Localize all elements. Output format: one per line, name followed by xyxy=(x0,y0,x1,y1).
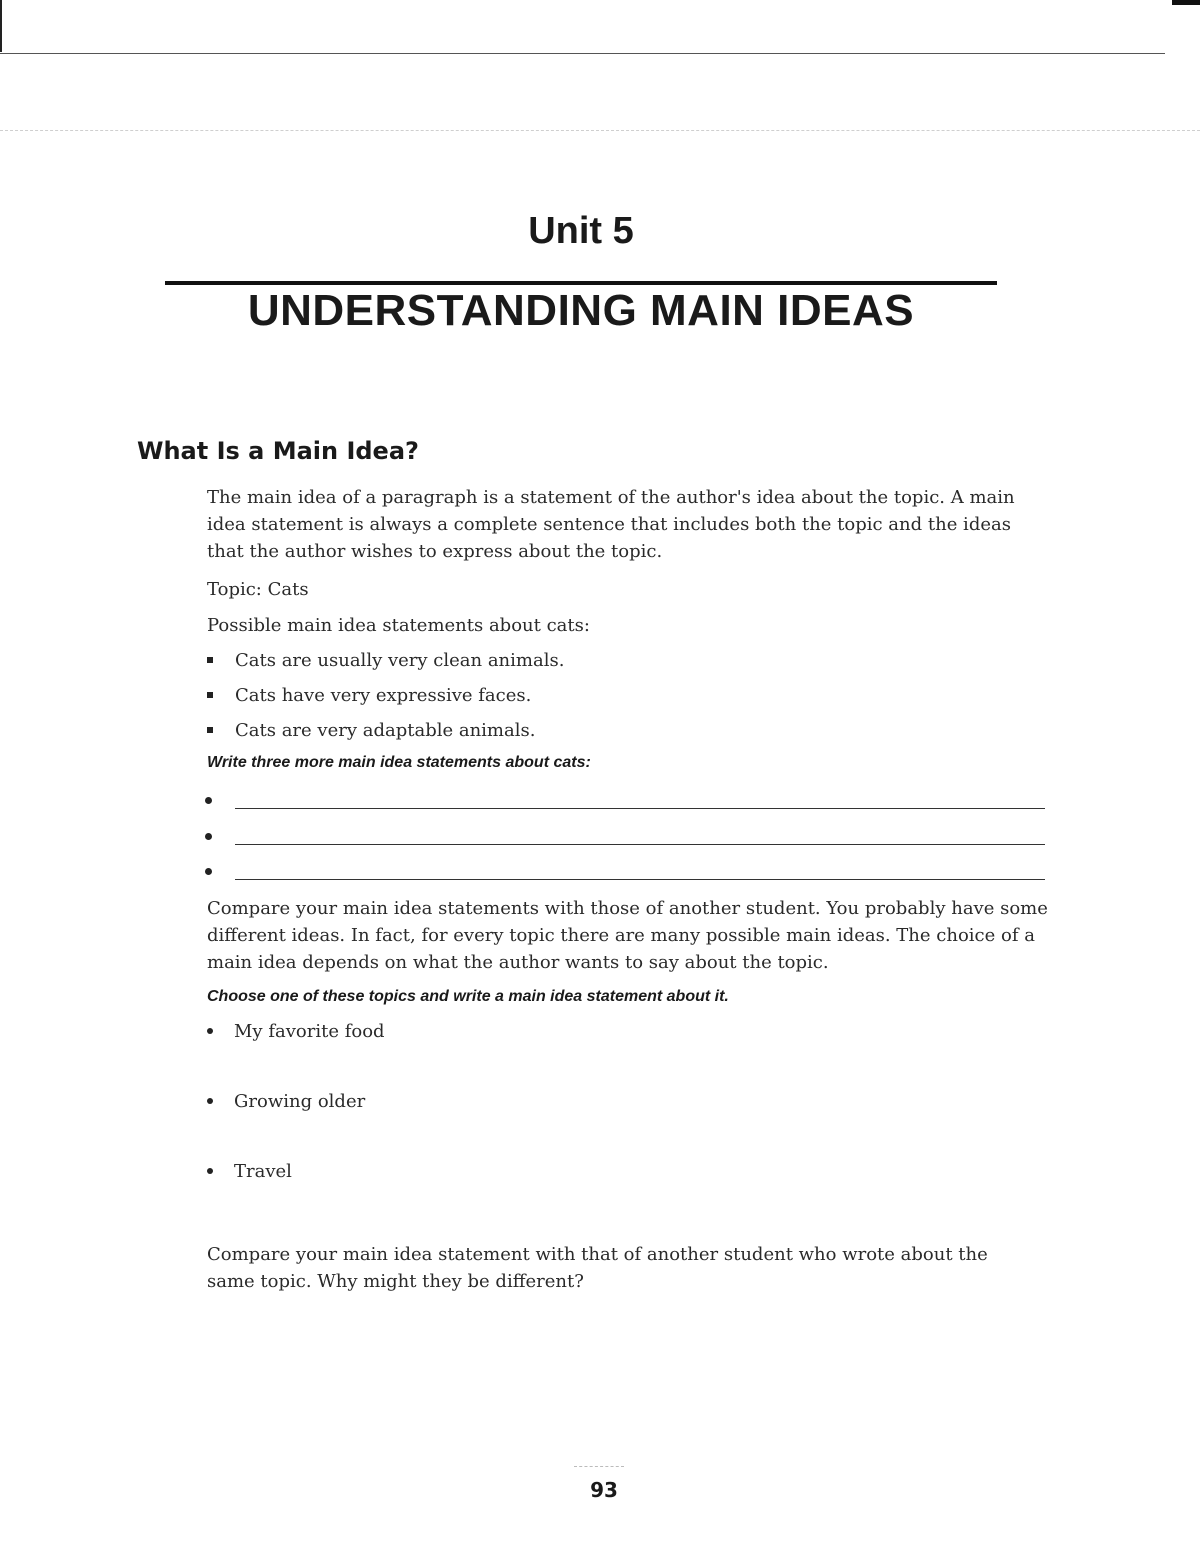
scan-artifact-line xyxy=(0,53,1165,54)
exercise-instruction: Choose one of these topics and write a main idea statement about it. xyxy=(207,988,729,1005)
list-item-text: Travel xyxy=(234,1161,292,1182)
square-bullet-icon xyxy=(207,657,213,663)
list-item-text: Cats have very expressive faces. xyxy=(235,685,532,706)
intro-paragraph: The main idea of a paragraph is a statement of the author's idea about the topic. A main idea statement is always a complete sentence that includes both the topic and the ideas that the author wishes to express about the topic. xyxy=(207,487,1015,562)
bullet-icon xyxy=(205,797,212,804)
page-number-rule xyxy=(574,1466,624,1467)
list-item xyxy=(207,647,564,682)
title-divider xyxy=(165,281,997,285)
exercise-instruction: Write three more main idea statements about cats: xyxy=(207,754,591,771)
bullet-icon xyxy=(205,868,212,875)
bullet-icon xyxy=(207,1028,213,1034)
scan-artifact-corner xyxy=(1172,0,1200,5)
section-heading: What Is a Main Idea? xyxy=(137,437,419,465)
page-number: 93 xyxy=(590,1478,618,1502)
chapter-title: UNDERSTANDING MAIN IDEAS xyxy=(247,286,915,335)
compare-paragraph: Compare your main idea statement with that of another student who wrote about the same topic. Why might they be different? xyxy=(207,1244,988,1292)
list-item xyxy=(207,1018,385,1088)
list-item-text: Cats are very adaptable animals. xyxy=(235,720,536,741)
topic-line: Topic: Cats xyxy=(207,579,309,600)
answer-line xyxy=(235,844,1045,845)
answer-blank[interactable] xyxy=(205,829,1045,849)
bullet-icon xyxy=(207,1098,213,1104)
scan-artifact-line xyxy=(0,130,1200,131)
scan-edge xyxy=(0,0,2,52)
list-item xyxy=(207,717,564,752)
square-bullet-icon xyxy=(207,692,213,698)
answer-line xyxy=(235,808,1045,809)
compare-paragraph: Compare your main idea statements with those of another student. You probably have some different ideas. In fact, for every topic there are many possible main ideas. The choice of a main idea depends on what the author wants to say about the topic. xyxy=(207,898,1048,973)
bullet-icon xyxy=(205,833,212,840)
answer-line xyxy=(235,879,1045,880)
cat-statements-list xyxy=(207,647,564,752)
possible-statements-label: Possible main idea statements about cats: xyxy=(207,615,590,636)
list-item xyxy=(207,682,564,717)
list-item-text: Cats are usually very clean animals. xyxy=(235,650,565,671)
list-item xyxy=(207,1158,385,1228)
list-item-text: My favorite food xyxy=(234,1021,385,1042)
answer-blank[interactable] xyxy=(205,864,1045,884)
bullet-icon xyxy=(207,1168,213,1174)
topics-list xyxy=(207,1018,385,1228)
list-item xyxy=(207,1088,385,1158)
unit-title: Unit 5 xyxy=(528,210,634,252)
list-item-text: Growing older xyxy=(234,1091,366,1112)
answer-blank[interactable] xyxy=(205,793,1045,813)
square-bullet-icon xyxy=(207,727,213,733)
